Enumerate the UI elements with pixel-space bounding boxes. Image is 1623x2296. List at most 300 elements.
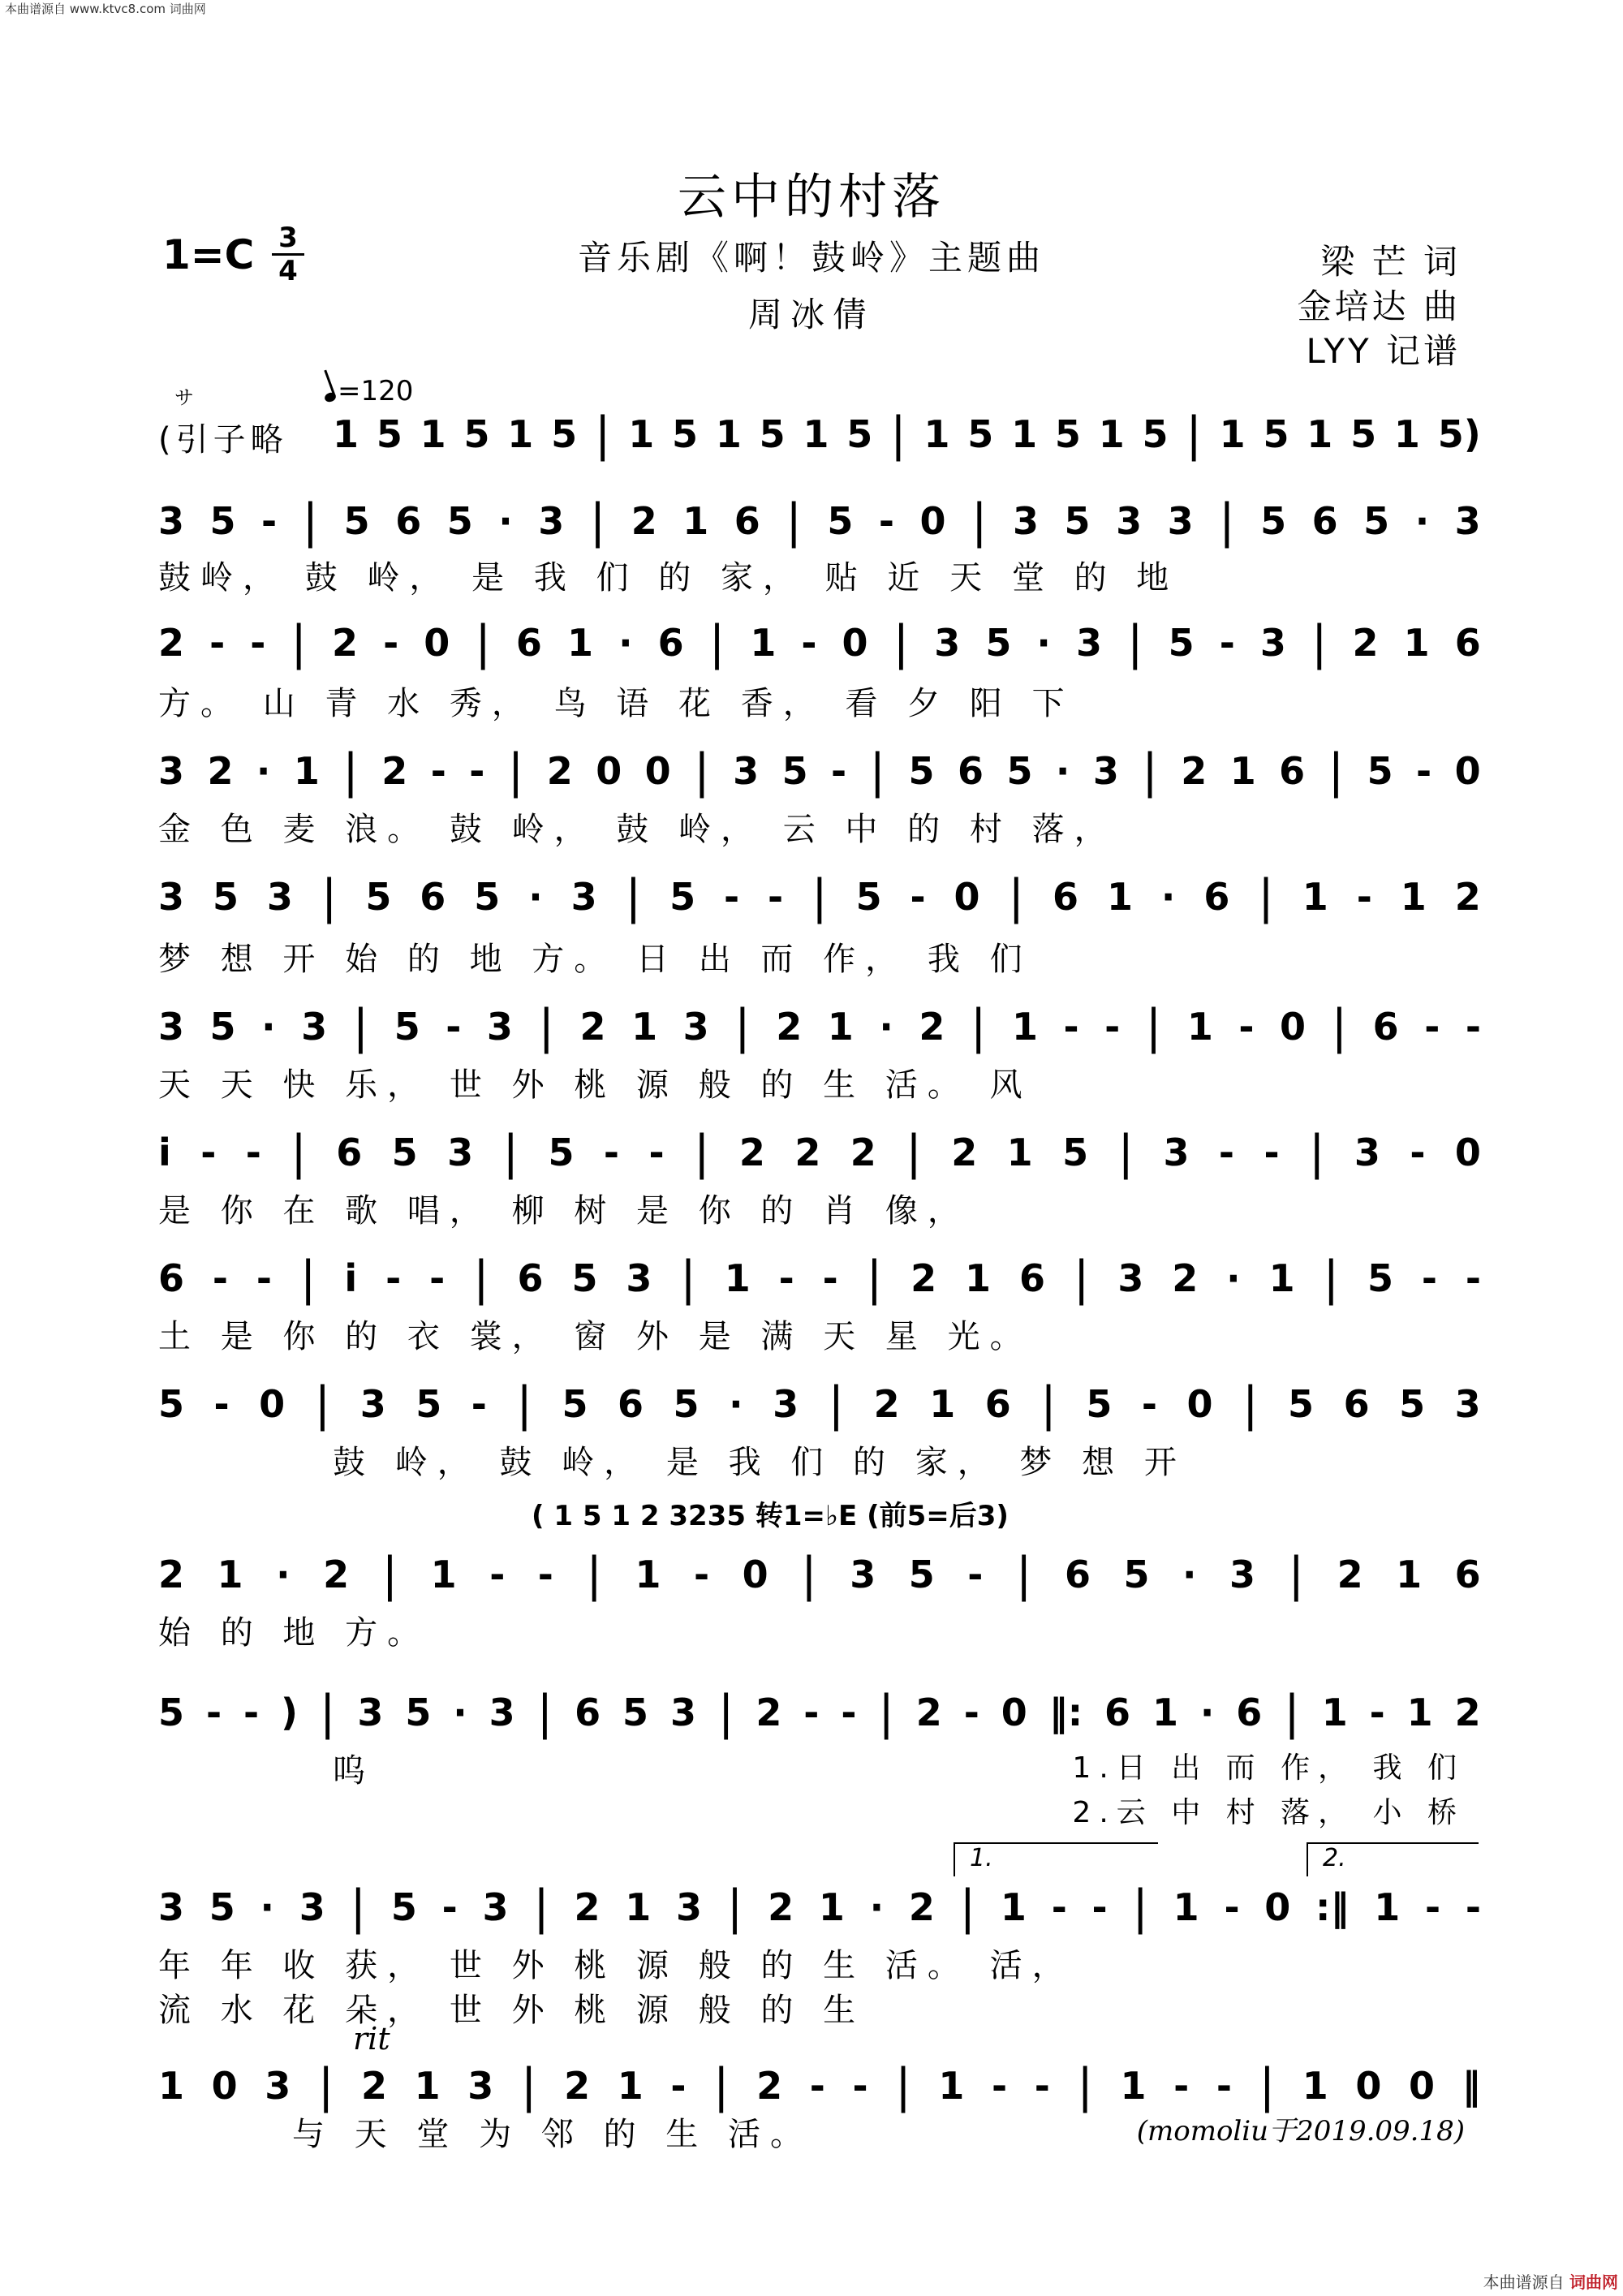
barline: | <box>475 615 491 670</box>
note: 5 <box>394 1005 420 1049</box>
note: - <box>1141 1382 1157 1426</box>
note: - <box>1104 1005 1121 1049</box>
note: - <box>1369 1691 1385 1734</box>
note: 3 <box>773 1382 799 1426</box>
note: 5 <box>855 875 882 919</box>
note: - <box>1216 2064 1232 2108</box>
barline: | <box>594 407 611 462</box>
note: 5 <box>669 875 696 919</box>
note: - <box>1465 1256 1481 1300</box>
barline: | <box>381 1547 398 1602</box>
note: · <box>260 1885 275 1929</box>
barline: | <box>1288 1547 1305 1602</box>
note: 5 <box>365 875 392 919</box>
note: 3 <box>486 1005 513 1049</box>
barline: | <box>970 999 987 1054</box>
note: - <box>670 2064 687 2108</box>
note: - <box>243 1691 260 1734</box>
note: - <box>778 1256 794 1300</box>
note: ) <box>280 1691 298 1734</box>
note: 5 <box>446 499 473 543</box>
note: 0 <box>1280 1005 1307 1049</box>
note: 5 <box>1054 412 1081 456</box>
note: · <box>879 1005 893 1049</box>
barline: | <box>971 493 988 549</box>
note: 1 <box>1173 1885 1199 1929</box>
verse1-lyrics: 1.日 出 而 作， 我 们 <box>1072 1751 1465 1785</box>
note: 6 <box>1052 875 1078 919</box>
row-lyrics: 方。 山 青 水 秀， 鸟 语 花 香， 看 夕 阳 下 <box>158 685 1074 722</box>
note: - <box>910 875 926 919</box>
barline: | <box>1145 999 1162 1054</box>
barline: | <box>713 2058 730 2113</box>
note: 6 <box>734 499 760 543</box>
note: 3 <box>676 1885 703 1929</box>
note: 2 <box>908 1885 935 1929</box>
note: 2 <box>564 2064 591 2108</box>
score-row <box>158 615 1481 670</box>
row-lyrics: 始 的 地 方。 <box>158 1614 430 1652</box>
note: - <box>963 1691 979 1734</box>
note: 1 <box>430 1553 457 1596</box>
note: 6 <box>1104 1691 1131 1734</box>
note: 3 <box>1117 1256 1144 1300</box>
note: - <box>212 1256 229 1300</box>
note: - <box>429 1256 446 1300</box>
volta-1-label: 1. <box>970 1844 993 1872</box>
note: 5 <box>827 499 854 543</box>
note: 6 <box>1018 1256 1045 1300</box>
barline: | <box>1117 1125 1134 1180</box>
barline: | <box>350 1880 367 1935</box>
note: 3 <box>1229 1553 1256 1596</box>
note: 0 <box>742 1553 768 1596</box>
note: 1 <box>1152 1691 1178 1734</box>
note: 5 <box>209 499 236 543</box>
note: · <box>453 1691 467 1734</box>
note: 3 <box>1075 621 1102 665</box>
note: 5 <box>158 1691 185 1734</box>
note: 1 <box>1268 1256 1295 1300</box>
barline: | <box>352 999 369 1054</box>
note: 1 <box>923 412 950 456</box>
barline: | <box>302 493 319 549</box>
note: 1 <box>929 1382 956 1426</box>
barline: | <box>866 1251 883 1306</box>
note: - <box>430 749 446 793</box>
note: 0 <box>1355 2064 1382 2108</box>
note: · <box>256 749 271 793</box>
note: 1 <box>1186 1005 1213 1049</box>
barline: | <box>317 2058 334 2113</box>
note: - <box>1173 2064 1190 2108</box>
note: 5 <box>415 1382 442 1426</box>
note: 3 <box>299 1885 325 1929</box>
note: 6 <box>1343 1382 1370 1426</box>
note: - <box>200 1131 217 1174</box>
note: 6 <box>984 1382 1011 1426</box>
note: · <box>1160 875 1176 919</box>
barline: | <box>959 1880 976 1935</box>
note: 3 <box>158 875 185 919</box>
note: 2 <box>919 1005 945 1049</box>
note: 5 <box>1142 412 1169 456</box>
note: 5 <box>209 1005 236 1049</box>
note: · <box>1036 621 1051 665</box>
score-row <box>158 2058 1481 2113</box>
barline: | <box>693 1125 710 1180</box>
row-notes <box>158 1880 1481 1935</box>
note: 6 <box>1311 499 1338 543</box>
barline: | <box>708 615 725 670</box>
tempo-marking: =120 <box>325 375 413 407</box>
note: 1 <box>420 412 446 456</box>
note: 1 <box>625 1885 652 1929</box>
note: 1 <box>414 2064 441 2108</box>
row-lyrics: 呜 <box>333 1752 375 1790</box>
barline: | <box>906 1125 922 1180</box>
note: 3 <box>1354 1131 1380 1174</box>
note: 3 <box>265 2064 291 2108</box>
row-notes <box>333 407 1481 462</box>
note: - <box>1219 621 1235 665</box>
note: 3 <box>1454 1382 1481 1426</box>
note: 3 <box>301 1005 328 1049</box>
note: 5 <box>1363 499 1390 543</box>
note: 2 <box>1181 749 1208 793</box>
row-notes <box>158 1547 1481 1602</box>
row-lyrics: 鼓 岭， 鼓 岭， 是 我 们 的 家， 梦 想 开 <box>333 1444 1186 1481</box>
row-notes <box>158 999 1481 1054</box>
note: 0 <box>1408 2064 1435 2108</box>
barline: | <box>1077 2058 1093 2113</box>
note: 2 <box>158 621 185 665</box>
barline: | <box>680 1251 696 1306</box>
note: - <box>694 1553 710 1596</box>
note: - <box>809 2064 825 2108</box>
score-row <box>158 1251 1481 1306</box>
note: 5 <box>463 412 490 456</box>
row-notes <box>158 2058 1481 2113</box>
note: 5 <box>673 1382 700 1426</box>
note: 1 <box>1400 875 1427 919</box>
note: 3 <box>158 1885 185 1929</box>
note: 1 <box>1302 2064 1328 2108</box>
note: 5 <box>1367 1256 1393 1300</box>
note: 3 <box>538 499 565 543</box>
composer: 金培达 曲 <box>1297 286 1461 326</box>
note: - <box>385 1256 402 1300</box>
note: 3 <box>669 1691 696 1734</box>
note: · <box>618 621 633 665</box>
note: 1 <box>1302 875 1328 919</box>
note: - <box>801 621 817 665</box>
barline: | <box>801 1547 817 1602</box>
note: 6 <box>657 621 684 665</box>
note: 6 <box>420 875 446 919</box>
note: 1 <box>293 749 320 793</box>
note: 6 <box>957 749 984 793</box>
barline: | <box>1259 2058 1276 2113</box>
row-lyrics: 鼓岭， 鼓 岭， 是 我 们 的 家， 贴 近 天 堂 的 地 <box>158 559 1179 597</box>
barline: | <box>291 1125 307 1180</box>
note: 2 <box>631 499 657 543</box>
note: 6 <box>1279 749 1306 793</box>
note: 1 <box>635 1553 661 1596</box>
note: 3 <box>1116 499 1143 543</box>
barline: | <box>726 1880 743 1935</box>
note: 2 <box>381 749 408 793</box>
row-lyrics-verse2: 流 水 花 朵， 世 外 桃 源 般 的 生 <box>158 1992 866 2029</box>
note: 1 <box>617 2064 644 2108</box>
note: - <box>1356 875 1372 919</box>
note: 0 <box>1454 749 1481 793</box>
note: 5 <box>390 1885 417 1929</box>
note: 5 <box>209 1885 235 1929</box>
barline: | <box>1331 999 1348 1054</box>
note: 5 <box>376 412 403 456</box>
barline: | <box>812 869 828 924</box>
note: 1 <box>333 412 359 456</box>
note: 6 <box>618 1382 644 1426</box>
note: · <box>276 1553 291 1596</box>
note: 0 <box>954 875 980 919</box>
note: - <box>831 749 847 793</box>
note: 1 <box>628 412 655 456</box>
row-notes <box>158 1251 1481 1306</box>
barline: | <box>1308 1125 1325 1180</box>
note: 0 <box>596 749 622 793</box>
note: - <box>469 749 485 793</box>
row-notes <box>158 1685 1481 1740</box>
note: 5) <box>1437 412 1481 456</box>
note: 3 <box>158 1005 185 1049</box>
note: - <box>1424 1885 1441 1929</box>
note: 5 <box>391 1131 418 1174</box>
note: · <box>498 499 513 543</box>
note: 2 <box>850 1131 876 1174</box>
barline: | <box>291 615 307 670</box>
note: 1 <box>1403 621 1430 665</box>
note: 5 <box>672 412 699 456</box>
note: - <box>1416 749 1432 793</box>
note: 3 <box>1259 621 1286 665</box>
note: · <box>869 1885 885 1929</box>
volta-2-label: 2. <box>1323 1844 1346 1872</box>
barline: ‖: <box>1048 1691 1083 1734</box>
note: - <box>213 1382 230 1426</box>
row-lyrics: 年 年 收 获， 世 外 桃 源 般 的 生 活。 活， <box>158 1947 1074 1984</box>
note: 1 <box>1006 1131 1033 1174</box>
note: 3 <box>158 499 185 543</box>
note: 2 <box>158 1553 185 1596</box>
note: 3 <box>359 1382 386 1426</box>
note: 3 <box>733 749 760 793</box>
row-notes <box>158 743 1481 799</box>
barline: ‖ <box>1462 2064 1481 2108</box>
note: 1 <box>1393 412 1420 456</box>
barline: | <box>1323 1251 1340 1306</box>
note: 1 <box>1219 412 1246 456</box>
note: 1 <box>750 621 777 665</box>
barline: | <box>1242 1376 1259 1432</box>
note: 2 <box>207 749 234 793</box>
note: 0 <box>259 1382 286 1426</box>
note: - <box>648 1131 665 1174</box>
barline: | <box>533 1880 549 1935</box>
note: 1 <box>938 2064 965 2108</box>
row-notes <box>158 493 1481 549</box>
note: 6 <box>1064 1553 1091 1596</box>
note: - <box>256 1256 273 1300</box>
row-lyrics: 与 天 堂 为 邻 的 生 活。 <box>292 2116 813 2153</box>
barline: | <box>694 743 710 799</box>
note: 0 <box>1454 1131 1481 1174</box>
score-row <box>158 1547 1481 1602</box>
note: · <box>1199 1691 1215 1734</box>
time-bottom: 4 <box>278 255 298 287</box>
score-row-intro <box>158 407 1481 462</box>
watermark-bottom <box>1483 2269 1618 2293</box>
note: 6 <box>1236 1691 1263 1734</box>
barline: | <box>734 999 751 1054</box>
note: 5 <box>846 412 873 456</box>
row-lyrics: 是 你 在 歌 唱， 柳 树 是 你 的 肖 像， <box>158 1192 970 1230</box>
note: 3 <box>467 2064 494 2108</box>
note: 5 <box>1350 412 1377 456</box>
barline: | <box>878 1685 894 1740</box>
intro-marker: サ <box>174 386 194 409</box>
note: 2 <box>361 2064 388 2108</box>
note: 3 <box>482 1885 509 1929</box>
barline: | <box>589 493 606 549</box>
row-notes <box>158 869 1481 924</box>
note: 2 <box>579 1005 606 1049</box>
note: 3 <box>447 1131 474 1174</box>
note: 3 <box>1454 499 1481 543</box>
note: 5 <box>1006 749 1033 793</box>
note: · <box>1182 1553 1197 1596</box>
note: - <box>471 1382 487 1426</box>
note: 1 <box>507 412 534 456</box>
note: 0 <box>919 499 946 543</box>
row-lyrics: 梦 想 开 始 的 地 方。 日 出 而 作， 我 们 <box>158 941 1032 978</box>
note: 2 <box>911 1256 937 1300</box>
barline: | <box>869 743 886 799</box>
note: - <box>878 499 894 543</box>
note: 5 <box>1288 1382 1315 1426</box>
note: 1 <box>1011 1005 1038 1049</box>
note: 0 <box>424 621 450 665</box>
note: 3 <box>1163 1131 1190 1174</box>
note: 2 <box>1172 1256 1199 1300</box>
note: 5 <box>548 1131 575 1174</box>
lyricist: 梁 芒 词 <box>1320 242 1461 282</box>
note: - <box>1051 1885 1067 1929</box>
note: 6 <box>1203 875 1230 919</box>
barline: | <box>786 493 802 549</box>
note: 2 <box>794 1131 821 1174</box>
barline: | <box>717 1685 734 1740</box>
note: 2 <box>1337 1553 1363 1596</box>
score-row <box>158 1685 1481 1740</box>
note: - <box>209 621 226 665</box>
note: · <box>1055 749 1070 793</box>
note: 3 <box>850 1553 876 1596</box>
note: 3 <box>934 621 961 665</box>
barline: | <box>507 743 524 799</box>
note: 0 <box>644 749 671 793</box>
note: 0 <box>211 2064 238 2108</box>
barline: | <box>1008 869 1025 924</box>
note: - <box>724 875 740 919</box>
note: 1 <box>1307 412 1333 456</box>
note: 0 <box>1264 1885 1291 1929</box>
barline: | <box>516 1376 532 1432</box>
note: 2 <box>873 1382 900 1426</box>
note: 2 <box>1454 875 1481 919</box>
barline: | <box>586 1547 602 1602</box>
note: 2 <box>915 1691 942 1734</box>
note: - <box>1034 2064 1050 2108</box>
note: - <box>383 621 399 665</box>
note: 5 <box>562 1382 588 1426</box>
note: 6 <box>1454 1553 1481 1596</box>
barline: | <box>502 1125 519 1180</box>
note: 3 <box>158 749 185 793</box>
row-lyrics: 天 天 快 乐， 世 外 桃 源 般 的 生 活。 风 <box>158 1066 1032 1104</box>
barline: | <box>520 2058 537 2113</box>
note: 2 <box>951 1131 978 1174</box>
note: 5 <box>474 875 501 919</box>
barline: | <box>1311 615 1328 670</box>
note: - <box>261 499 278 543</box>
note: - <box>441 1885 458 1929</box>
barline: | <box>319 1685 336 1740</box>
note: - <box>603 1131 620 1174</box>
note: 2 <box>738 1131 765 1174</box>
barline: | <box>473 1251 489 1306</box>
note: 5 <box>1399 1382 1426 1426</box>
note: - <box>852 2064 868 2108</box>
note: 1 <box>1321 1691 1348 1734</box>
note: - <box>1063 1005 1079 1049</box>
barline: | <box>299 1251 316 1306</box>
score-row <box>158 493 1481 549</box>
note: 1 <box>1106 875 1133 919</box>
barline: | <box>1073 1251 1090 1306</box>
note: 1 <box>567 621 594 665</box>
barline: | <box>538 999 554 1054</box>
barline: | <box>893 615 910 670</box>
note: - <box>205 1691 222 1734</box>
note: 2 <box>756 1691 782 1734</box>
note: 5 <box>781 749 808 793</box>
note: 3 <box>626 1256 652 1300</box>
row-notes <box>158 615 1481 670</box>
note: - <box>967 1553 984 1596</box>
score-row <box>158 869 1481 924</box>
note: 3 <box>266 875 293 919</box>
note: - <box>1218 1131 1235 1174</box>
barline: | <box>1127 615 1143 670</box>
note: 1 <box>217 1553 243 1596</box>
note: 2 <box>323 1553 350 1596</box>
note: 1 <box>827 1005 854 1049</box>
note: 3 <box>357 1691 384 1734</box>
barline: | <box>890 407 906 462</box>
watermark-bottom-left: 本曲谱源自 <box>1483 2272 1565 2292</box>
